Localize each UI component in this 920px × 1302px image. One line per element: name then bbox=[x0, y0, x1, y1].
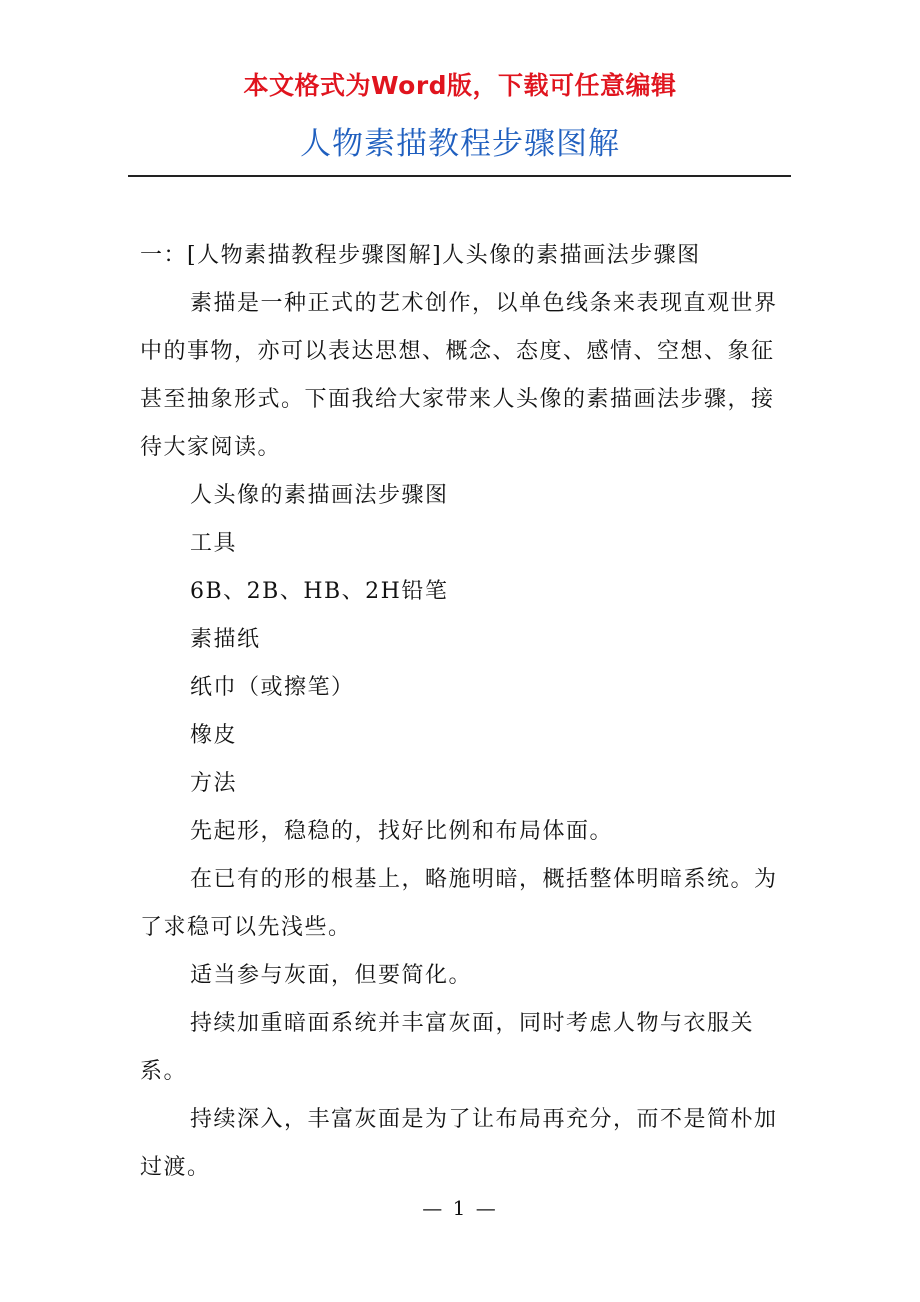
tools-item-tissue: 纸巾（或擦笔） bbox=[190, 675, 355, 700]
page-number: — 1 — bbox=[422, 1196, 498, 1220]
method-heading: 方法 bbox=[190, 771, 238, 796]
title-divider bbox=[128, 175, 791, 177]
document-title: 人物素描教程步骤图解 bbox=[300, 126, 620, 162]
tools-item-eraser: 橡皮 bbox=[190, 723, 238, 748]
section-heading: 一：[人物素描教程步骤图解]人头像的素描画法步骤图 bbox=[140, 243, 701, 268]
method-step-5: 持续深入，丰富灰面是为了让布局再充分，而不是简朴加过渡。 bbox=[140, 1107, 778, 1180]
tools-item-paper: 素描纸 bbox=[190, 627, 261, 652]
download-notice-banner: 本文格式为Word版，下载可任意编辑 bbox=[243, 71, 677, 100]
tools-item-pencils: 6B、2B、HB、2H铅笔 bbox=[190, 579, 449, 604]
method-step-1: 先起形，稳稳的，找好比例和布局体面。 bbox=[190, 819, 614, 844]
method-step-2: 在已有的形的根基上，略施明暗，概括整体明暗系统。为了求稳可以先浅些。 bbox=[140, 867, 778, 940]
intro-paragraph: 素描是一种正式的艺术创作，以单色线条来表现直观世界中的事物，亦可以表达思想、概念、态度、感情、空想、象征甚至抽象形式。下面我给大家带来人头像的素描画法步骤，接待大家阅读。 bbox=[140, 291, 778, 460]
method-step-3: 适当参与灰面，但要简化。 bbox=[190, 963, 473, 988]
method-step-4: 持续加重暗面系统并丰富灰面，同时考虑人物与衣服关系。 bbox=[140, 1011, 755, 1084]
tools-heading: 工具 bbox=[190, 531, 238, 556]
subheading-steps: 人头像的素描画法步骤图 bbox=[190, 483, 449, 508]
document-body bbox=[140, 232, 790, 1192]
